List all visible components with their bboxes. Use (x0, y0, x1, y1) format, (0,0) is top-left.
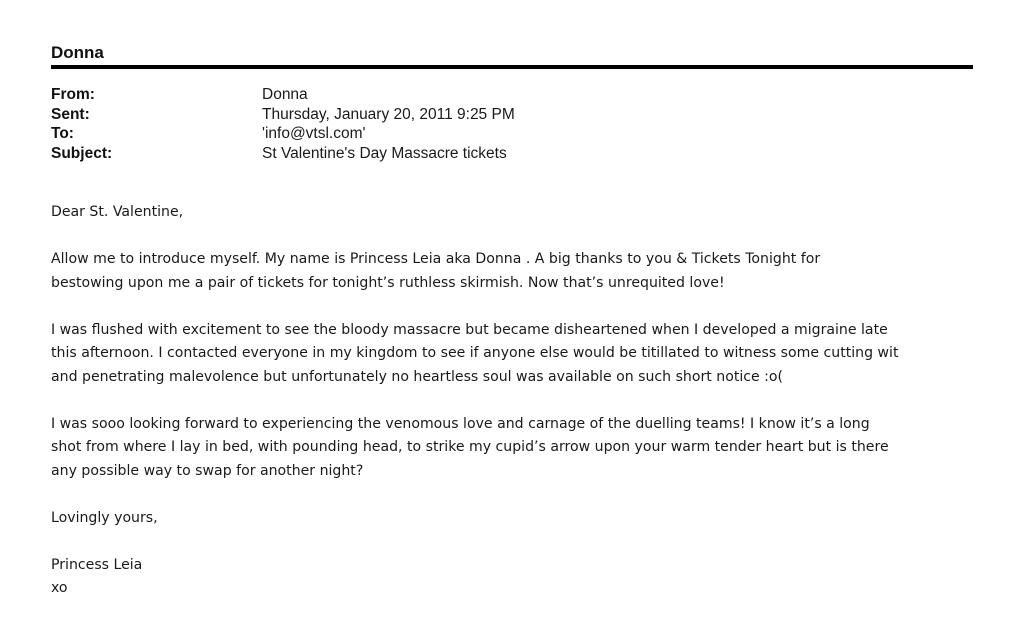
closing: Lovingly yours, (51, 509, 158, 526)
paragraph-migraine (51, 319, 981, 390)
paragraph-introduction (51, 248, 981, 295)
from-label: From: (51, 86, 95, 103)
to-value: 'info@vtsl.com' (262, 125, 366, 142)
sent-label: Sent: (51, 105, 90, 123)
body-line: I was flushed with excitement to see the bloody massacre but became disheartened when I developed a migraine late (51, 321, 888, 338)
to-label: To: (51, 125, 74, 142)
subject-row (51, 144, 515, 164)
subject-value: St Valentine's Day Massacre tickets (262, 144, 507, 162)
body-line: shot from where I lay in bed, with pounding head, to strike my cupid’s arrow upon your warm tender heart but is there (51, 439, 889, 455)
from-value: Donna (262, 86, 308, 103)
body-line: bestowing upon me a pair of tickets for tonight’s ruthless skirmish. Now that’s unrequited love! (51, 274, 725, 291)
paragraph-request (51, 413, 981, 484)
greeting: Dear St. Valentine, (51, 204, 184, 220)
body-line: and penetrating malevolence but unfortunately no heartless soul was available on such short notice :o( (51, 368, 784, 385)
body-line: any possible way to swap for another night? (51, 462, 364, 479)
email-header-fields (51, 85, 515, 163)
body-line: I was sooo looking forward to experiencing the venomous love and carnage of the duelling teams! I know it’s a long (51, 415, 870, 432)
header-divider (51, 65, 973, 69)
signature: Princess Leia (51, 556, 143, 573)
sent-value: Thursday, January 20, 2011 9:25 PM (262, 105, 515, 123)
body-line: Allow me to introduce myself. My name is Princess Leia aka Donna . A big thanks to you & Tickets Tonight for (51, 251, 821, 267)
body-line: this afternoon. I contacted everyone in my kingdom to see if anyone else would be titillated to witness some cutting wit (51, 345, 899, 361)
subject-label: Subject: (51, 144, 113, 162)
sent-row (51, 105, 515, 125)
from-row (51, 85, 515, 105)
sender-heading: Donna (51, 43, 104, 62)
sign-off: xo (51, 580, 68, 596)
email-body (51, 201, 981, 601)
to-row (51, 124, 515, 144)
